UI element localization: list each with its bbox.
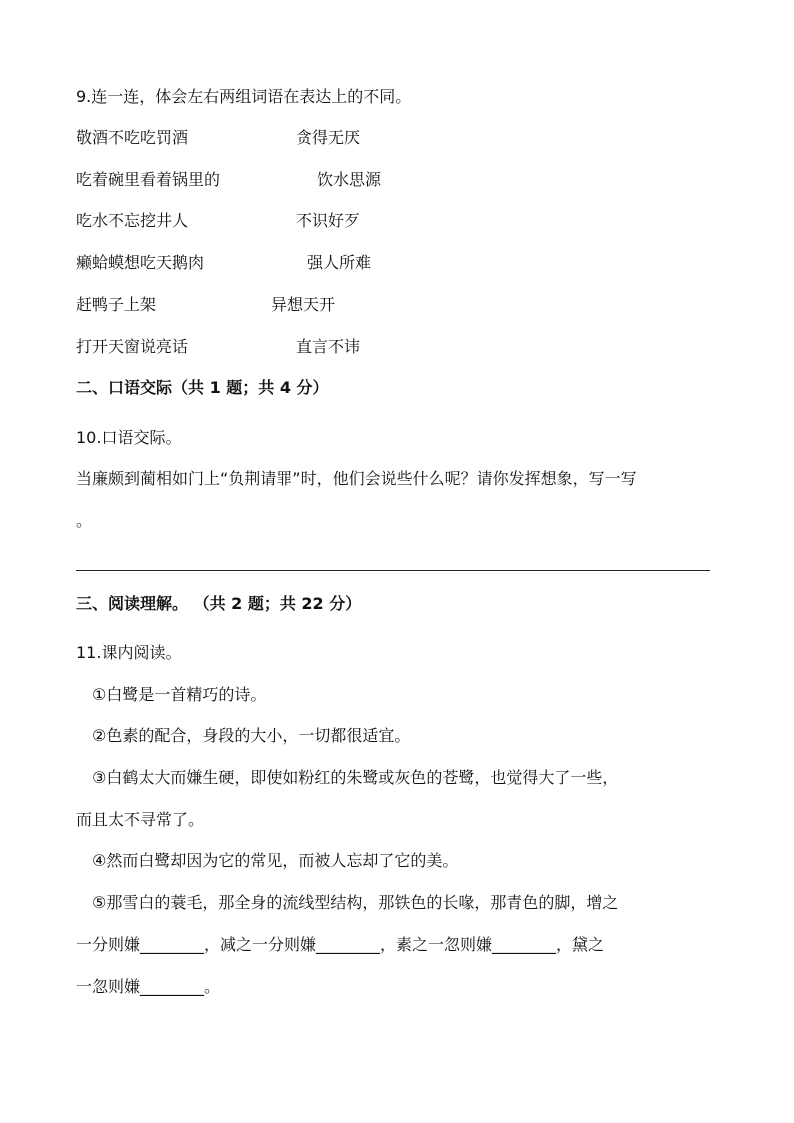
paragraph-1: ①白鹭是一首精巧的诗。	[92, 685, 267, 704]
pair-left-6: 打开天窗说亮话	[76, 337, 189, 356]
pair-left-1: 敬酒不吃吃罚酒	[76, 128, 189, 147]
section-2-heading: 二、口语交际（共 1 题；共 4 分）	[76, 378, 329, 397]
pair-left-2: 吃着碗里看着锅里的	[76, 170, 221, 189]
pair-right-6: 直言不讳	[296, 337, 361, 356]
answer-line	[76, 570, 710, 571]
paragraph-4: ④然而白鹭却因为它的常见，而被人忘却了它的美。	[92, 851, 459, 870]
pair-left-3: 吃水不忘挖井人	[76, 211, 189, 230]
pair-right-5: 异想天开	[271, 295, 336, 314]
question-11-title: 11.课内阅读。	[76, 643, 182, 662]
question-10-prompt: 当廉颇到蔺相如门上“负荆请罪”时，他们会说些什么呢？请你发挥想象，写一写	[76, 469, 637, 488]
pair-right-4: 强人所难	[307, 253, 372, 272]
question-9-title: 9.连一连，体会左右两组词语在表达上的不同。	[76, 87, 412, 106]
pair-left-4: 癞蛤蟆想吃天鹅肉	[76, 253, 205, 272]
question-10-title: 10.口语交际。	[76, 428, 182, 447]
paragraph-5-line-1: ⑤那雪白的蓑毛，那全身的流线型结构，那铁色的长喙，那青色的脚，增之	[92, 893, 619, 912]
paragraph-2: ②色素的配合，身段的大小，一切都很适宜。	[92, 726, 411, 745]
pair-left-5: 赶鸭子上架	[76, 295, 157, 314]
question-10-prompt-end: 。	[76, 511, 93, 530]
pair-right-1: 贪得无厌	[296, 128, 361, 147]
paragraph-3-line-2: 而且太不寻常了。	[76, 810, 205, 829]
pair-right-3: 不识好歹	[296, 211, 361, 230]
paragraph-3-line-1: ③白鹤太大而嫌生硬，即使如粉红的朱鹭或灰色的苍鹭，也觉得大了一些，	[92, 768, 619, 787]
paragraph-5-line-2: 一分则嫌________，减之一分则嫌________，素之一忽则嫌________，黛之	[76, 935, 605, 954]
paragraph-5-line-3: 一忽则嫌________。	[76, 977, 221, 996]
pair-right-2: 饮水思源	[317, 170, 382, 189]
section-3-heading: 三、阅读理解。 （共 2 题；共 22 分）	[76, 594, 362, 613]
